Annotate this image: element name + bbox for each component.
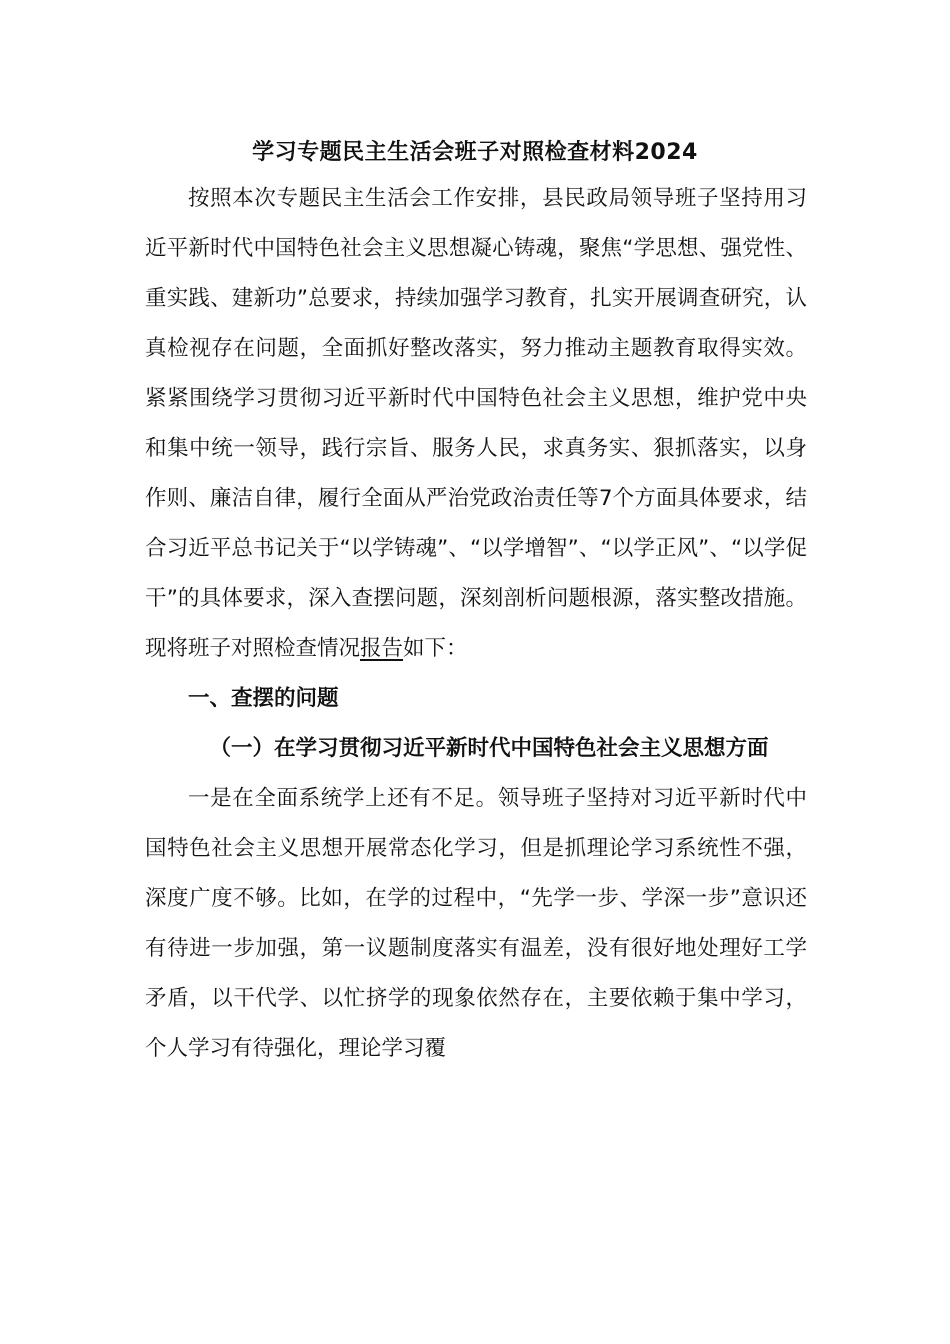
report-link[interactable]: 报告 [360, 636, 404, 661]
intro-paragraph [145, 174, 807, 674]
document-title: 学习专题民主生活会班子对照检查材料2024 [252, 140, 698, 165]
intro-text-b: 如下： [403, 636, 468, 661]
document-body [145, 174, 807, 1074]
intro-text-a: 按照本次专题民主生活会工作安排，县民政局领导班子坚持用习近平新时代中国特色社会主义思想凝心铸魂，聚焦“学思想、强党性、重实践、建新功”总要求，持续加强学习教育，扎实开展调查研究，认真检视存在问题，全面抓好整改落实，努力推动主题教育取得实效。紧紧围绕学习贯彻习近平新时代中国特色社会主义思想，维护党中央和集中统一领导，践行宗旨、服务人民，求真务实、狠抓落实，以身作则、廉洁自律，履行全面从严治党政治责任等7个方面具体要求，结合习近平总书记关于“以学铸魂”、“以学增智”、“以学正风”、“以学促干”的具体要求，深入查摆问题，深刻剖析问题根源，落实整改措施。现将班子对照检查情况 [145, 186, 807, 661]
section-heading-1: 一、查摆的问题 [188, 686, 339, 711]
body-paragraph-1: 一是在全面系统学上还有不足。领导班子坚持对习近平新时代中国特色社会主义思想开展常态化学习，但是抓理论学习系统性不强，深度广度不够。比如，在学的过程中，“先学一步、学深一步”意识还有待进一步加强，第一议题制度落实有温差，没有很好地处理好工学矛盾，以干代学、以忙挤学的现象依然存在，主要依赖于集中学习，个人学习有待强化，理论学习覆 [145, 786, 807, 1061]
subsection-heading-1: （一）在学习贯彻习近平新时代中国特色社会主义思想方面 [209, 736, 769, 761]
